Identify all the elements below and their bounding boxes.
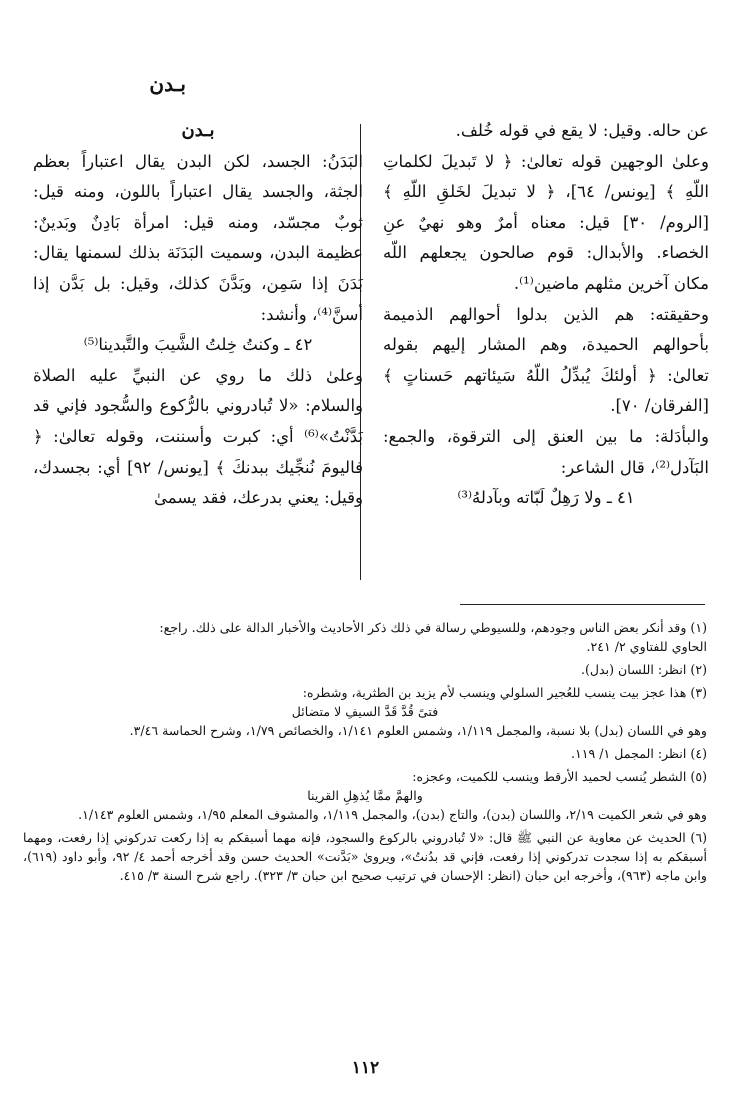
poem-verse: ٤١ ـ ولا رَهِلٌ لَبّاته وبآدلهُ⁽³⁾	[457, 488, 635, 508]
paragraph: وحقيقته: هم الذين بدلوا أحوالهم الذميمة بأحوالهم الحميدة، وهم المشار إليهم بقوله تعالىٰ: ﴿ أولئكَ يُبدِّلُ اللّهُ سَيئاتهم حَسناتٍ ﴾ [الفرقان/ ٧٠].	[383, 304, 709, 416]
footnotes	[23, 618, 707, 889]
footnote-4: (٤) انظر: المجمل ١/ ١١٩.	[570, 746, 707, 761]
right-column	[383, 116, 709, 514]
footnote-verse: فتىً قُدَّ قَدَّ السيفِ لا متضائل	[291, 704, 439, 719]
footnote-3: (٣) هذا عجز بيت ينسب للعُجير السلولي وينسب لأم يزيد بن الطثرية، وشطره: فتىً قُدَّ قَدَّ السيفِ لا متضائل وهو في اللسان (بدل) بلا نسبة، والمجمل ١/١١٩، وشمس العلوم ١/١٤١، والخصائص ١/٧٩، وشرح الحماسة ٣/٤٦.	[23, 683, 707, 740]
footnote-separator	[460, 604, 705, 605]
footnote-verse: والهمَّ ممَّا يُذهِلِ القرينا	[307, 788, 423, 803]
running-head: بـدن	[149, 72, 186, 96]
poem-verse: ٤٢ ـ وكنتُ خِلتُ الشَّيبَ والتَّبدينا⁽⁵⁾	[83, 335, 313, 355]
entry-heading: بـدن	[181, 120, 215, 141]
paragraph: وعلىٰ ذلك ما روي عن النبيِّ عليه الصلاة والسلام: «لا تُبادروني بالرُّكوع والسُّجود فإني قد بَدَّنْتُ»⁽⁶⁾ أي: كبرت وأسننت، وقوله تعالىٰ: ﴿ فاليومَ نُنجِّيك ببدنكَ ﴾ [يونس/ ٩٢] أي: بجسدك، وقيل: يعني بدرعك، فقد يسمىٰ	[33, 365, 363, 508]
footnote-6: (٦) الحديث عن معاوية عن النبي ﷺ قال: «لا تُبادروني بالركوع والسجود، فإنه مهما أسبقكم به إذا ركعت تدركوني إذا رفعت، ومهما أسبقكم به إذا سجدت تدركوني إذا رفعت، فإني قد بدُنتُ»، ويروىٰ «بَدَّنت» الحديث حسن وقد أخرجه أحمد ٤/ ٩٢، وأبو داود (٦١٩)، وابن ماجه (٩٦٣)، وأخرجه ابن حبان (انظر: الإحسان في ترتيب صحيح ابن حبان ٣/ ٣٢٣). راجع شرح السنة ٣/ ٤١٥.	[23, 830, 707, 883]
page-number: ١١٢	[351, 1058, 380, 1078]
paragraph: وعلىٰ الوجهين قوله تعالىٰ: ﴿ لا تَبديلَ لكلماتِ اللّهِ ﴾ [يونس/ ٦٤]، ﴿ لا تبديلَ لخَلقِ اللّهِ ﴾ [الروم/ ٣٠] قيل: معناه أمرٌ وهو نهيٌ عنِ الخصاء. والأبدال: قوم صالحون يجعلهم اللّه مكان آخرين مثلهم ماضين⁽¹⁾.	[383, 151, 709, 293]
paragraph: البَدَنُ: الجسد، لكن البدن يقال اعتباراً بعظم الجثة، والجسد يقال اعتباراً باللون، ومنه قيل: ثوبٌ مجسّد، ومنه قيل: امرأة بَادِنٌ وبَدينٌ: عظيمة البدن، وسميت البَدَنَة بذلك لسمنها يقال: بَدَنَ إذا سَمِن، وبَدَّنَ كذلك، وقيل: بل بَدَّن إذا أسنَّ⁽⁴⁾، وأنشد:	[33, 151, 363, 324]
paragraph: عن حاله. وقيل: لا يقع في قوله خُلف.	[455, 121, 709, 140]
footnote-5: (٥) الشطر يُنسب لحميد الأرقط وينسب للكميت، وعجزه: والهمَّ ممَّا يُذهِلِ القرينا وهو في شعر الكميت ٢/١٩، واللسان (بدن)، والتاج (بدن)، والمجمل ١/١١٩، والمشوف المعلم ١/٩٥، وشمس العلوم ١/١٤٣.	[23, 767, 707, 824]
left-column	[33, 116, 363, 514]
footnote-2: (٢) انظر: اللسان (بدل).	[580, 662, 707, 677]
paragraph: والبأدَلة: ما بين العنق إلى الترقوة، والجمع: البَآدل⁽²⁾، قال الشاعر:	[383, 426, 709, 477]
footnote-1: (١) وقد أنكر بعض الناس وجودهم، وللسيوطي رسالة في ذلك ذكر الأحاديث والأخبار الدالة على ذلك. راجع: الحاوي للفتاوي ٢/ ٢٤١.	[159, 620, 707, 654]
